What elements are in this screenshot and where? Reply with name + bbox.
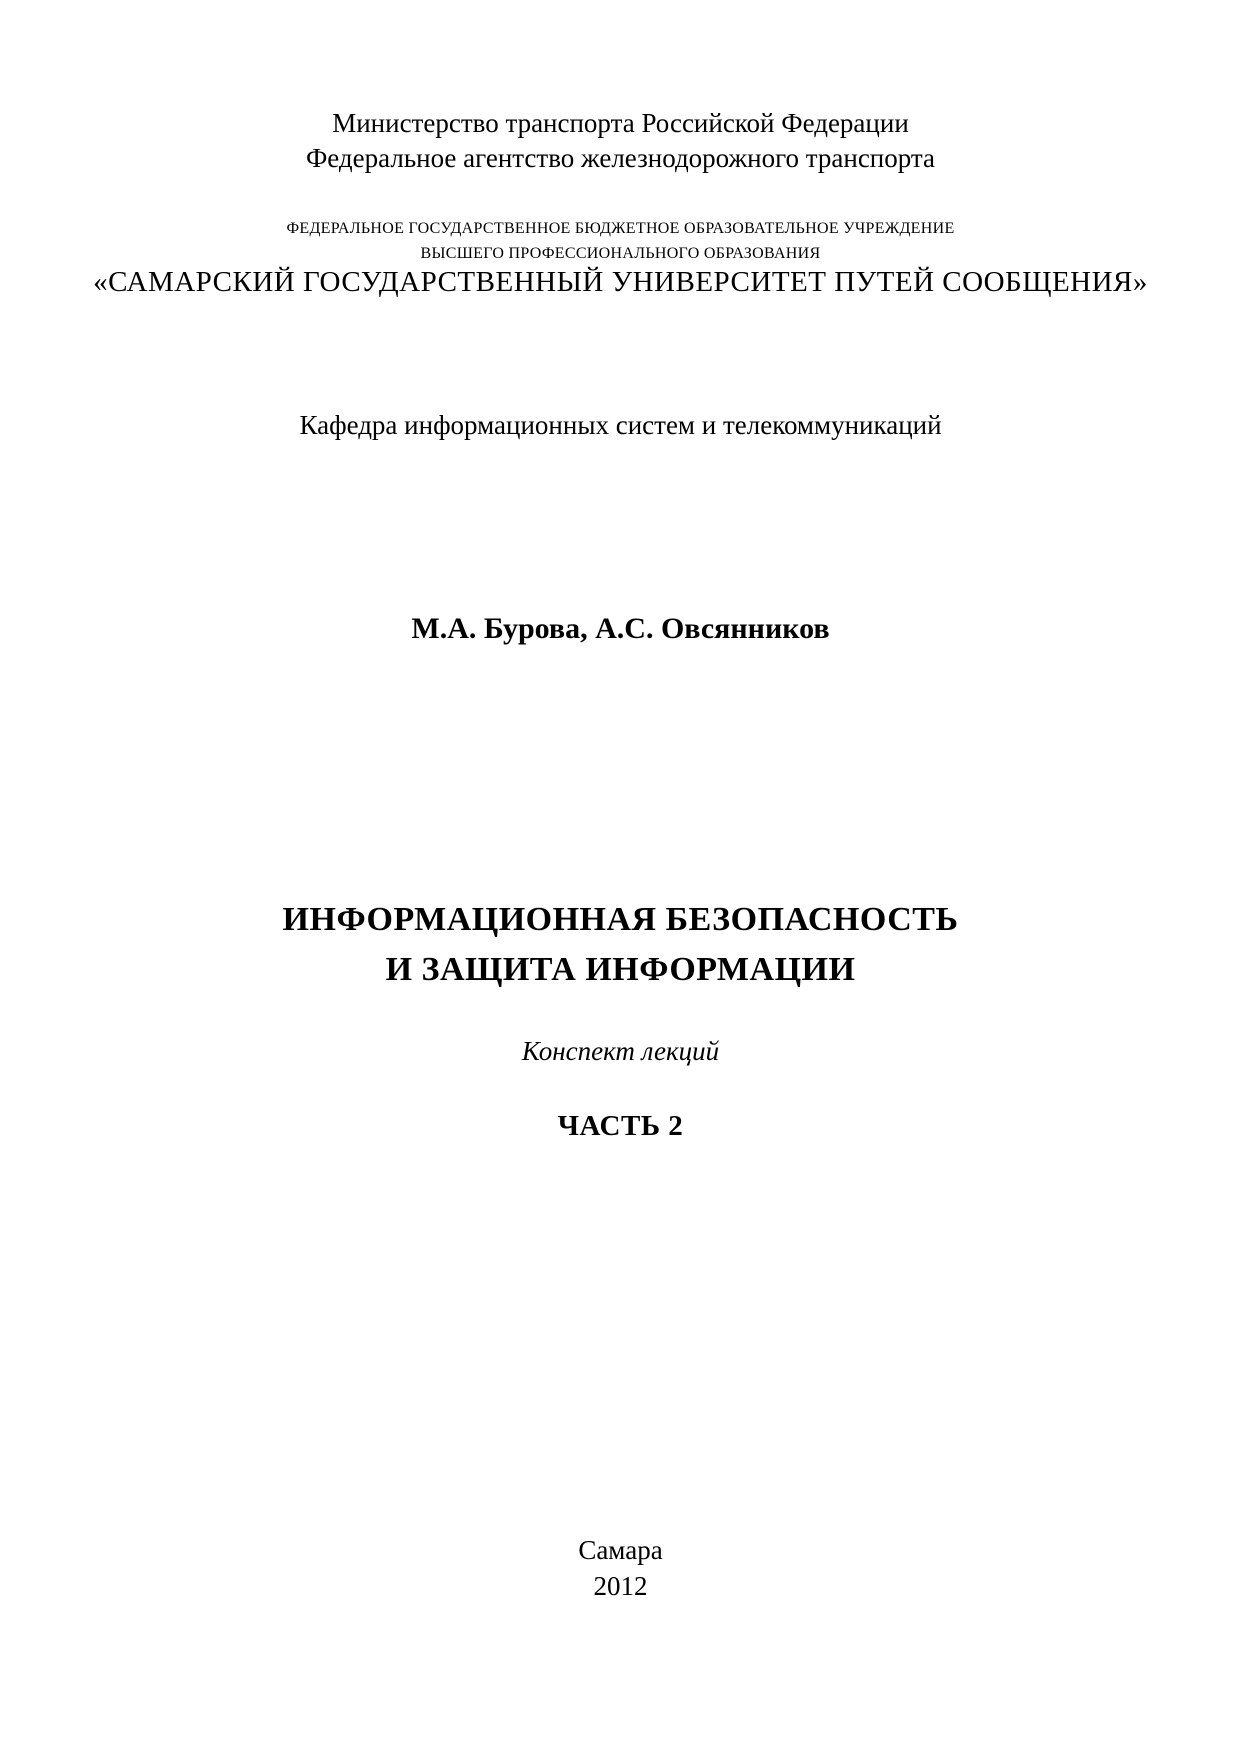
department-name: Кафедра информационных систем и телекоммуникаций [299, 410, 942, 440]
document-title-line-2: И ЗАЩИТА ИНФОРМАЦИИ [385, 951, 856, 988]
publication-city: Самара [578, 1535, 663, 1565]
institution-line-1: ФЕДЕРАЛЬНОЕ ГОСУДАРСТВЕННОЕ БЮДЖЕТНОЕ ОБРАЗОВАТЕЛЬНОЕ УЧРЕЖДЕНИЕ [286, 220, 955, 237]
publication-year: 2012 [593, 1571, 648, 1601]
ministry-line-1: Министерство транспорта Российской Федерации [332, 108, 909, 138]
document-title-line-1: ИНФОРМАЦИОННАЯ БЕЗОПАСНОСТЬ [282, 901, 959, 938]
ministry-line-2: Федеральное агентство железнодорожного транспорта [305, 143, 936, 173]
authors: М.А. Бурова, А.С. Овсянников [411, 612, 830, 645]
document-subtitle: Конспект лекций [521, 1036, 720, 1066]
university-name: «САМАРСКИЙ ГОСУДАРСТВЕННЫЙ УНИВЕРСИТЕТ ПУТЕЙ СООБЩЕНИЯ» [93, 266, 1148, 298]
institution-line-2: ВЫСШЕГО ПРОФЕССИОНАЛЬНОГО ОБРАЗОВАНИЯ [420, 245, 821, 262]
part-label: ЧАСТЬ 2 [557, 1110, 684, 1142]
